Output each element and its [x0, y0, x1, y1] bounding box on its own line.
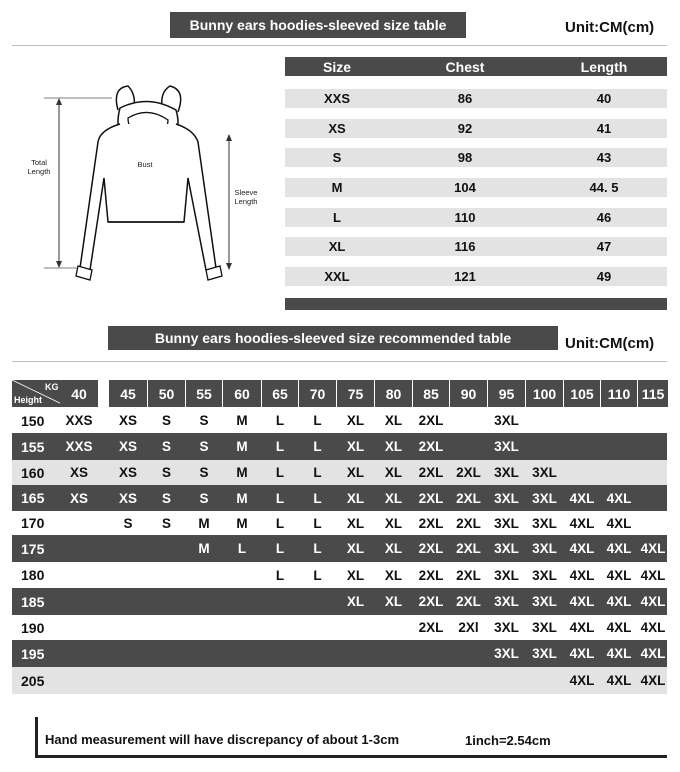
- size-recommendation-cell: XS: [118, 465, 137, 480]
- kg-header-cell: 40: [60, 380, 98, 407]
- size-recommendation-cell: [262, 640, 298, 667]
- size-recommendation-cell: M: [236, 490, 248, 506]
- size-recommendation-cell: 3XL: [532, 594, 557, 609]
- corner-height-label: Height: [14, 395, 42, 405]
- size-recommendation-cell: L: [313, 465, 322, 480]
- kg-header-cell: 90: [450, 380, 487, 407]
- size-recommendation-cell: XS: [118, 439, 137, 454]
- size-recommendation-cell: [564, 433, 600, 460]
- size-recommendation-cell: 2XL: [456, 594, 481, 609]
- size-recommendation-cell: XL: [384, 594, 403, 609]
- unit-label-2: Unit:CM(cm): [565, 335, 655, 352]
- size-recommendation-cell: S: [161, 413, 171, 428]
- recommend-row: [12, 485, 667, 511]
- size-recommendation-cell: [223, 562, 261, 588]
- size-recommendation-cell: XL: [346, 490, 365, 506]
- height-cell: 165: [21, 490, 45, 506]
- size-recommendation-cell: [601, 433, 637, 460]
- chest-cell: 92: [457, 121, 473, 136]
- size-recommendation-cell: [148, 588, 185, 615]
- size-recommendation-cell: 2Xl: [458, 620, 479, 635]
- size-recommendation-cell: [262, 667, 298, 694]
- size-recommendation-cell: [337, 640, 374, 667]
- size-recommendation-cell: S: [161, 465, 171, 480]
- size-recommendation-cell: L: [275, 439, 285, 454]
- header-chest: Chest: [445, 58, 485, 75]
- size-recommendation-cell: [638, 433, 668, 460]
- chest-cell: 116: [454, 239, 476, 254]
- size-recommendation-cell: [186, 667, 222, 694]
- size-recommendation-cell: 2XL: [418, 620, 444, 635]
- size-recommendation-cell: XL: [346, 413, 365, 428]
- size-recommendation-cell: 3XL: [532, 567, 557, 583]
- size-row: [285, 178, 667, 197]
- size-recommendation-cell: 3XL: [532, 490, 557, 506]
- height-cell: 155: [21, 438, 45, 455]
- size-recommendation-cell: [60, 667, 98, 694]
- size-recommendation-cell: [564, 408, 600, 433]
- recommend-row: [12, 433, 667, 460]
- size-recommendation-cell: 2XL: [418, 594, 444, 609]
- size-recommendation-cell: [186, 562, 222, 588]
- size-cell: XXS: [323, 91, 350, 106]
- size-recommendation-cell: 3XL: [494, 567, 519, 583]
- size-recommendation-cell: [109, 640, 147, 667]
- size-recommendation-cell: [526, 433, 563, 460]
- size-recommendation-cell: XS: [118, 413, 137, 428]
- size-recommendation-cell: S: [199, 490, 209, 506]
- size-recommendation-cell: 3XL: [532, 515, 557, 531]
- size-row: [285, 208, 667, 227]
- sleeve-length-label: Sleeve Length: [234, 188, 258, 206]
- length-cell: 47: [596, 239, 612, 254]
- size-recommendation-cell: 2XL: [418, 439, 444, 454]
- size-recommendation-cell: [375, 667, 412, 694]
- length-cell: 43: [596, 150, 612, 165]
- height-cell: 205: [21, 672, 45, 689]
- recommend-row: [12, 511, 667, 535]
- size-recommendation-cell: [638, 485, 668, 511]
- length-cell: 41: [596, 121, 612, 136]
- size-recommendation-cell: [223, 667, 261, 694]
- inch-conversion: 1inch=2.54cm: [465, 733, 551, 748]
- size-table-header: [285, 57, 667, 76]
- size-recommendation-cell: [299, 588, 336, 615]
- size-recommendation-cell: [450, 433, 487, 460]
- size-recommendation-cell: M: [198, 541, 210, 556]
- corner-kg-label: KG: [45, 382, 59, 392]
- size-recommendation-cell: L: [313, 515, 322, 531]
- height-cell: 175: [21, 540, 45, 557]
- size-table-title: Bunny ears hoodies-sleeved size table: [170, 12, 466, 38]
- recommend-row: [12, 460, 667, 485]
- size-recommendation-cell: M: [236, 515, 248, 531]
- size-recommendation-cell: XL: [384, 490, 403, 506]
- size-recommendation-cell: [413, 640, 449, 667]
- size-recommendation-cell: 4XL: [606, 490, 632, 506]
- size-recommendation-cell: 3XL: [532, 646, 557, 661]
- size-recommendation-cell: [148, 667, 185, 694]
- size-recommendation-cell: 3XL: [494, 515, 519, 531]
- size-recommendation-cell: [223, 588, 261, 615]
- size-recommendation-cell: [262, 588, 298, 615]
- size-recommendation-cell: [564, 460, 600, 485]
- size-recommendation-cell: [186, 640, 222, 667]
- size-recommendation-cell: 4XL: [606, 646, 632, 661]
- size-cell: L: [333, 210, 341, 225]
- size-recommendation-cell: [601, 460, 637, 485]
- size-recommendation-cell: 4XL: [606, 594, 632, 609]
- length-cell: 49: [596, 269, 612, 284]
- size-recommendation-cell: [638, 460, 668, 485]
- size-table-footer-bar: [285, 298, 667, 310]
- kg-header-cell: 85: [413, 380, 449, 407]
- length-cell: 46: [596, 210, 612, 225]
- size-recommendation-cell: L: [275, 515, 285, 531]
- size-recommendation-cell: [299, 615, 336, 640]
- size-recommendation-cell: S: [199, 413, 209, 428]
- size-recommendation-cell: 4XL: [640, 620, 666, 635]
- length-cell: 40: [596, 91, 612, 106]
- size-recommendation-cell: 4XL: [569, 541, 595, 556]
- kg-header-cell: 95: [488, 380, 525, 407]
- size-recommendation-cell: 4XL: [569, 515, 595, 531]
- kg-header-cell: 100: [526, 380, 563, 407]
- size-recommendation-cell: 4XL: [606, 620, 632, 635]
- size-recommendation-cell: M: [236, 413, 248, 428]
- recommend-row: [12, 588, 667, 615]
- size-recommendation-cell: XL: [346, 439, 365, 454]
- size-recommendation-cell: M: [198, 515, 210, 531]
- chest-cell: 98: [457, 150, 473, 165]
- measurement-note: Hand measurement will have discrepancy of about 1-3cm: [45, 732, 400, 747]
- size-row: [285, 119, 667, 138]
- size-recommendation-cell: 4XL: [606, 567, 632, 583]
- size-recommendation-cell: 4XL: [569, 646, 595, 661]
- length-cell: 44. 5: [589, 180, 619, 195]
- size-recommendation-cell: 2XL: [456, 490, 481, 506]
- height-cell: 150: [21, 412, 45, 429]
- bust-label: Bust: [137, 160, 153, 169]
- size-recommendation-cell: XL: [346, 567, 365, 583]
- recommend-row: [12, 408, 667, 433]
- size-recommendation-cell: [337, 615, 374, 640]
- size-recommendation-cell: [450, 408, 487, 433]
- size-recommendation-cell: S: [161, 490, 171, 506]
- kg-header-cell: 65: [262, 380, 298, 407]
- size-recommendation-cell: [223, 615, 261, 640]
- size-cell: M: [331, 180, 343, 195]
- size-recommendation-cell: XS: [69, 465, 88, 480]
- recommend-row: [12, 640, 667, 667]
- size-recommendation-cell: [488, 667, 525, 694]
- height-cell: 160: [21, 464, 45, 481]
- size-recommendation-cell: L: [313, 490, 322, 506]
- size-recommendation-cell: [375, 640, 412, 667]
- size-recommendation-cell: [299, 640, 336, 667]
- size-recommendation-cell: 4XL: [606, 673, 632, 688]
- size-recommendation-cell: [450, 640, 487, 667]
- height-cell: 190: [21, 619, 45, 636]
- size-cell: XS: [328, 121, 346, 136]
- header-length: Length: [580, 58, 628, 75]
- size-recommendation-cell: [109, 562, 147, 588]
- size-recommendation-cell: 3XL: [532, 465, 557, 480]
- height-cell: 195: [21, 645, 45, 662]
- size-recommendation-cell: 3XL: [494, 490, 519, 506]
- recommended-table-title: Bunny ears hoodies-sleeved size recommended table: [108, 326, 558, 350]
- size-recommendation-cell: L: [313, 439, 322, 454]
- size-recommendation-cell: XXS: [65, 439, 93, 454]
- size-recommendation-cell: [526, 667, 563, 694]
- size-recommendation-cell: 4XL: [640, 673, 666, 688]
- size-recommendation-cell: 3XL: [494, 413, 519, 428]
- height-cell: 170: [21, 515, 45, 531]
- size-recommendation-cell: 3XL: [494, 541, 519, 556]
- height-cell: 185: [21, 593, 45, 610]
- kg-header-cell: 45: [109, 380, 147, 407]
- size-recommendation-cell: XL: [384, 515, 403, 531]
- recommend-row: [12, 562, 667, 588]
- chest-cell: 121: [454, 269, 476, 284]
- size-recommendation-cell: XL: [346, 465, 365, 480]
- hoodie-diagram: [20, 80, 270, 290]
- height-cell: 180: [21, 567, 45, 583]
- size-recommendation-cell: [223, 640, 261, 667]
- size-recommendation-cell: [109, 535, 147, 562]
- size-recommendation-cell: XL: [384, 413, 403, 428]
- kg-header-cell: 50: [148, 380, 185, 407]
- size-recommendation-cell: XL: [346, 515, 365, 531]
- size-recommendation-cell: XL: [384, 567, 403, 583]
- footer-bracket-horizontal: [35, 755, 667, 758]
- size-row: [285, 267, 667, 286]
- kg-header-cell: 60: [223, 380, 261, 407]
- kg-header-cell: 70: [299, 380, 336, 407]
- size-recommendation-cell: 2XL: [456, 567, 481, 583]
- size-recommendation-cell: [60, 535, 98, 562]
- size-recommendation-cell: 4XL: [640, 567, 666, 583]
- size-recommendation-cell: 4XL: [569, 490, 595, 506]
- top-divider: [12, 45, 667, 46]
- size-recommendation-cell: 4XL: [640, 594, 666, 609]
- size-recommendation-cell: [148, 640, 185, 667]
- size-recommendation-cell: [109, 588, 147, 615]
- recommend-row: [12, 615, 667, 640]
- size-recommendation-cell: [638, 511, 668, 535]
- size-cell: XL: [328, 239, 346, 254]
- size-recommendation-cell: L: [275, 541, 285, 556]
- size-recommendation-cell: XXS: [65, 413, 93, 428]
- size-recommendation-cell: 2XL: [418, 465, 444, 480]
- size-recommendation-cell: XL: [384, 465, 403, 480]
- size-recommendation-cell: 2XL: [418, 413, 444, 428]
- size-recommendation-cell: S: [199, 439, 209, 454]
- size-recommendation-cell: L: [275, 465, 285, 480]
- size-recommendation-cell: [60, 588, 98, 615]
- recommend-row: [12, 667, 667, 694]
- size-recommendation-cell: S: [161, 439, 171, 454]
- size-cell: S: [332, 150, 342, 165]
- size-recommendation-cell: L: [275, 413, 285, 428]
- size-recommendation-cell: 2XL: [456, 541, 481, 556]
- chest-cell: 104: [454, 180, 476, 195]
- size-recommendation-cell: [109, 667, 147, 694]
- size-recommendation-cell: XS: [118, 490, 137, 506]
- size-recommendation-cell: 3XL: [532, 541, 557, 556]
- size-recommendation-cell: [337, 667, 374, 694]
- footer-bracket-vertical: [35, 717, 38, 757]
- size-recommendation-cell: [60, 615, 98, 640]
- size-recommendation-cell: 4XL: [606, 515, 632, 531]
- size-recommendation-cell: M: [236, 465, 248, 480]
- size-recommendation-cell: 2XL: [418, 541, 444, 556]
- header-size: Size: [322, 58, 351, 75]
- size-recommendation-cell: 4XL: [569, 620, 595, 635]
- size-recommendation-cell: L: [275, 567, 285, 583]
- size-recommendation-cell: 3XL: [494, 646, 519, 661]
- size-recommendation-cell: 4XL: [569, 594, 595, 609]
- size-recommendation-cell: M: [236, 439, 248, 454]
- size-recommendation-cell: 2XL: [418, 490, 444, 506]
- size-recommendation-cell: [60, 562, 98, 588]
- size-recommendation-cell: [148, 562, 185, 588]
- size-recommendation-cell: [638, 408, 668, 433]
- size-recommendation-cell: L: [275, 490, 285, 506]
- size-row: [285, 148, 667, 167]
- size-recommendation-cell: 3XL: [532, 620, 557, 635]
- size-recommendation-cell: [109, 615, 147, 640]
- size-recommendation-cell: XL: [384, 541, 403, 556]
- size-recommendation-cell: [299, 667, 336, 694]
- size-recommendation-cell: [601, 408, 637, 433]
- middle-divider: [12, 361, 667, 362]
- size-recommendation-cell: 3XL: [494, 465, 519, 480]
- size-recommendation-cell: L: [237, 541, 247, 556]
- size-recommendation-cell: [60, 511, 98, 535]
- size-recommendation-cell: 4XL: [640, 541, 666, 556]
- size-recommendation-cell: 4XL: [569, 673, 595, 688]
- size-recommendation-cell: 2XL: [456, 515, 481, 531]
- kg-header-cell: 80: [375, 380, 412, 407]
- unit-label: Unit:CM(cm): [565, 19, 655, 36]
- size-recommendation-cell: S: [161, 515, 171, 531]
- size-row: [285, 89, 667, 108]
- kg-header-cell: 75: [337, 380, 374, 407]
- kg-header-cell: 105: [564, 380, 600, 407]
- size-recommendation-cell: 3XL: [494, 594, 519, 609]
- size-recommendation-cell: L: [313, 567, 322, 583]
- total-length-label: Total Length: [27, 158, 51, 176]
- size-recommendation-cell: XL: [346, 594, 365, 609]
- size-recommendation-cell: 4XL: [569, 567, 595, 583]
- size-recommendation-cell: 4XL: [606, 541, 632, 556]
- size-recommendation-cell: S: [199, 465, 209, 480]
- size-recommendation-cell: 3XL: [494, 439, 519, 454]
- size-recommendation-cell: [526, 408, 563, 433]
- size-recommendation-cell: [148, 535, 185, 562]
- size-recommendation-cell: S: [123, 515, 133, 531]
- size-recommendation-cell: [413, 667, 449, 694]
- size-recommendation-cell: [186, 588, 222, 615]
- chest-cell: 86: [457, 91, 473, 106]
- size-row: [285, 237, 667, 256]
- size-recommendation-cell: [262, 615, 298, 640]
- size-recommendation-cell: [186, 615, 222, 640]
- kg-header-cell: 55: [186, 380, 222, 407]
- size-recommendation-cell: XS: [69, 490, 88, 506]
- size-recommendation-cell: 2XL: [418, 515, 444, 531]
- size-recommendation-cell: [148, 615, 185, 640]
- size-recommendation-cell: L: [313, 541, 322, 556]
- size-recommendation-cell: L: [313, 413, 322, 428]
- kg-header-cell: 115: [638, 380, 668, 407]
- chest-cell: 110: [454, 210, 476, 225]
- recommend-row: [12, 535, 667, 562]
- kg-header-cell: 110: [601, 380, 637, 407]
- size-recommendation-cell: [450, 667, 487, 694]
- kg-header-row: [12, 380, 667, 407]
- size-recommendation-cell: XL: [346, 541, 365, 556]
- size-cell: XXL: [324, 269, 350, 284]
- size-recommendation-cell: 2XL: [456, 465, 481, 480]
- size-recommendation-cell: 4XL: [640, 646, 666, 661]
- size-recommendation-cell: [375, 615, 412, 640]
- size-recommendation-cell: [60, 640, 98, 667]
- size-recommendation-cell: 3XL: [494, 620, 519, 635]
- size-recommendation-cell: 2XL: [418, 567, 444, 583]
- size-recommendation-cell: XL: [384, 439, 403, 454]
